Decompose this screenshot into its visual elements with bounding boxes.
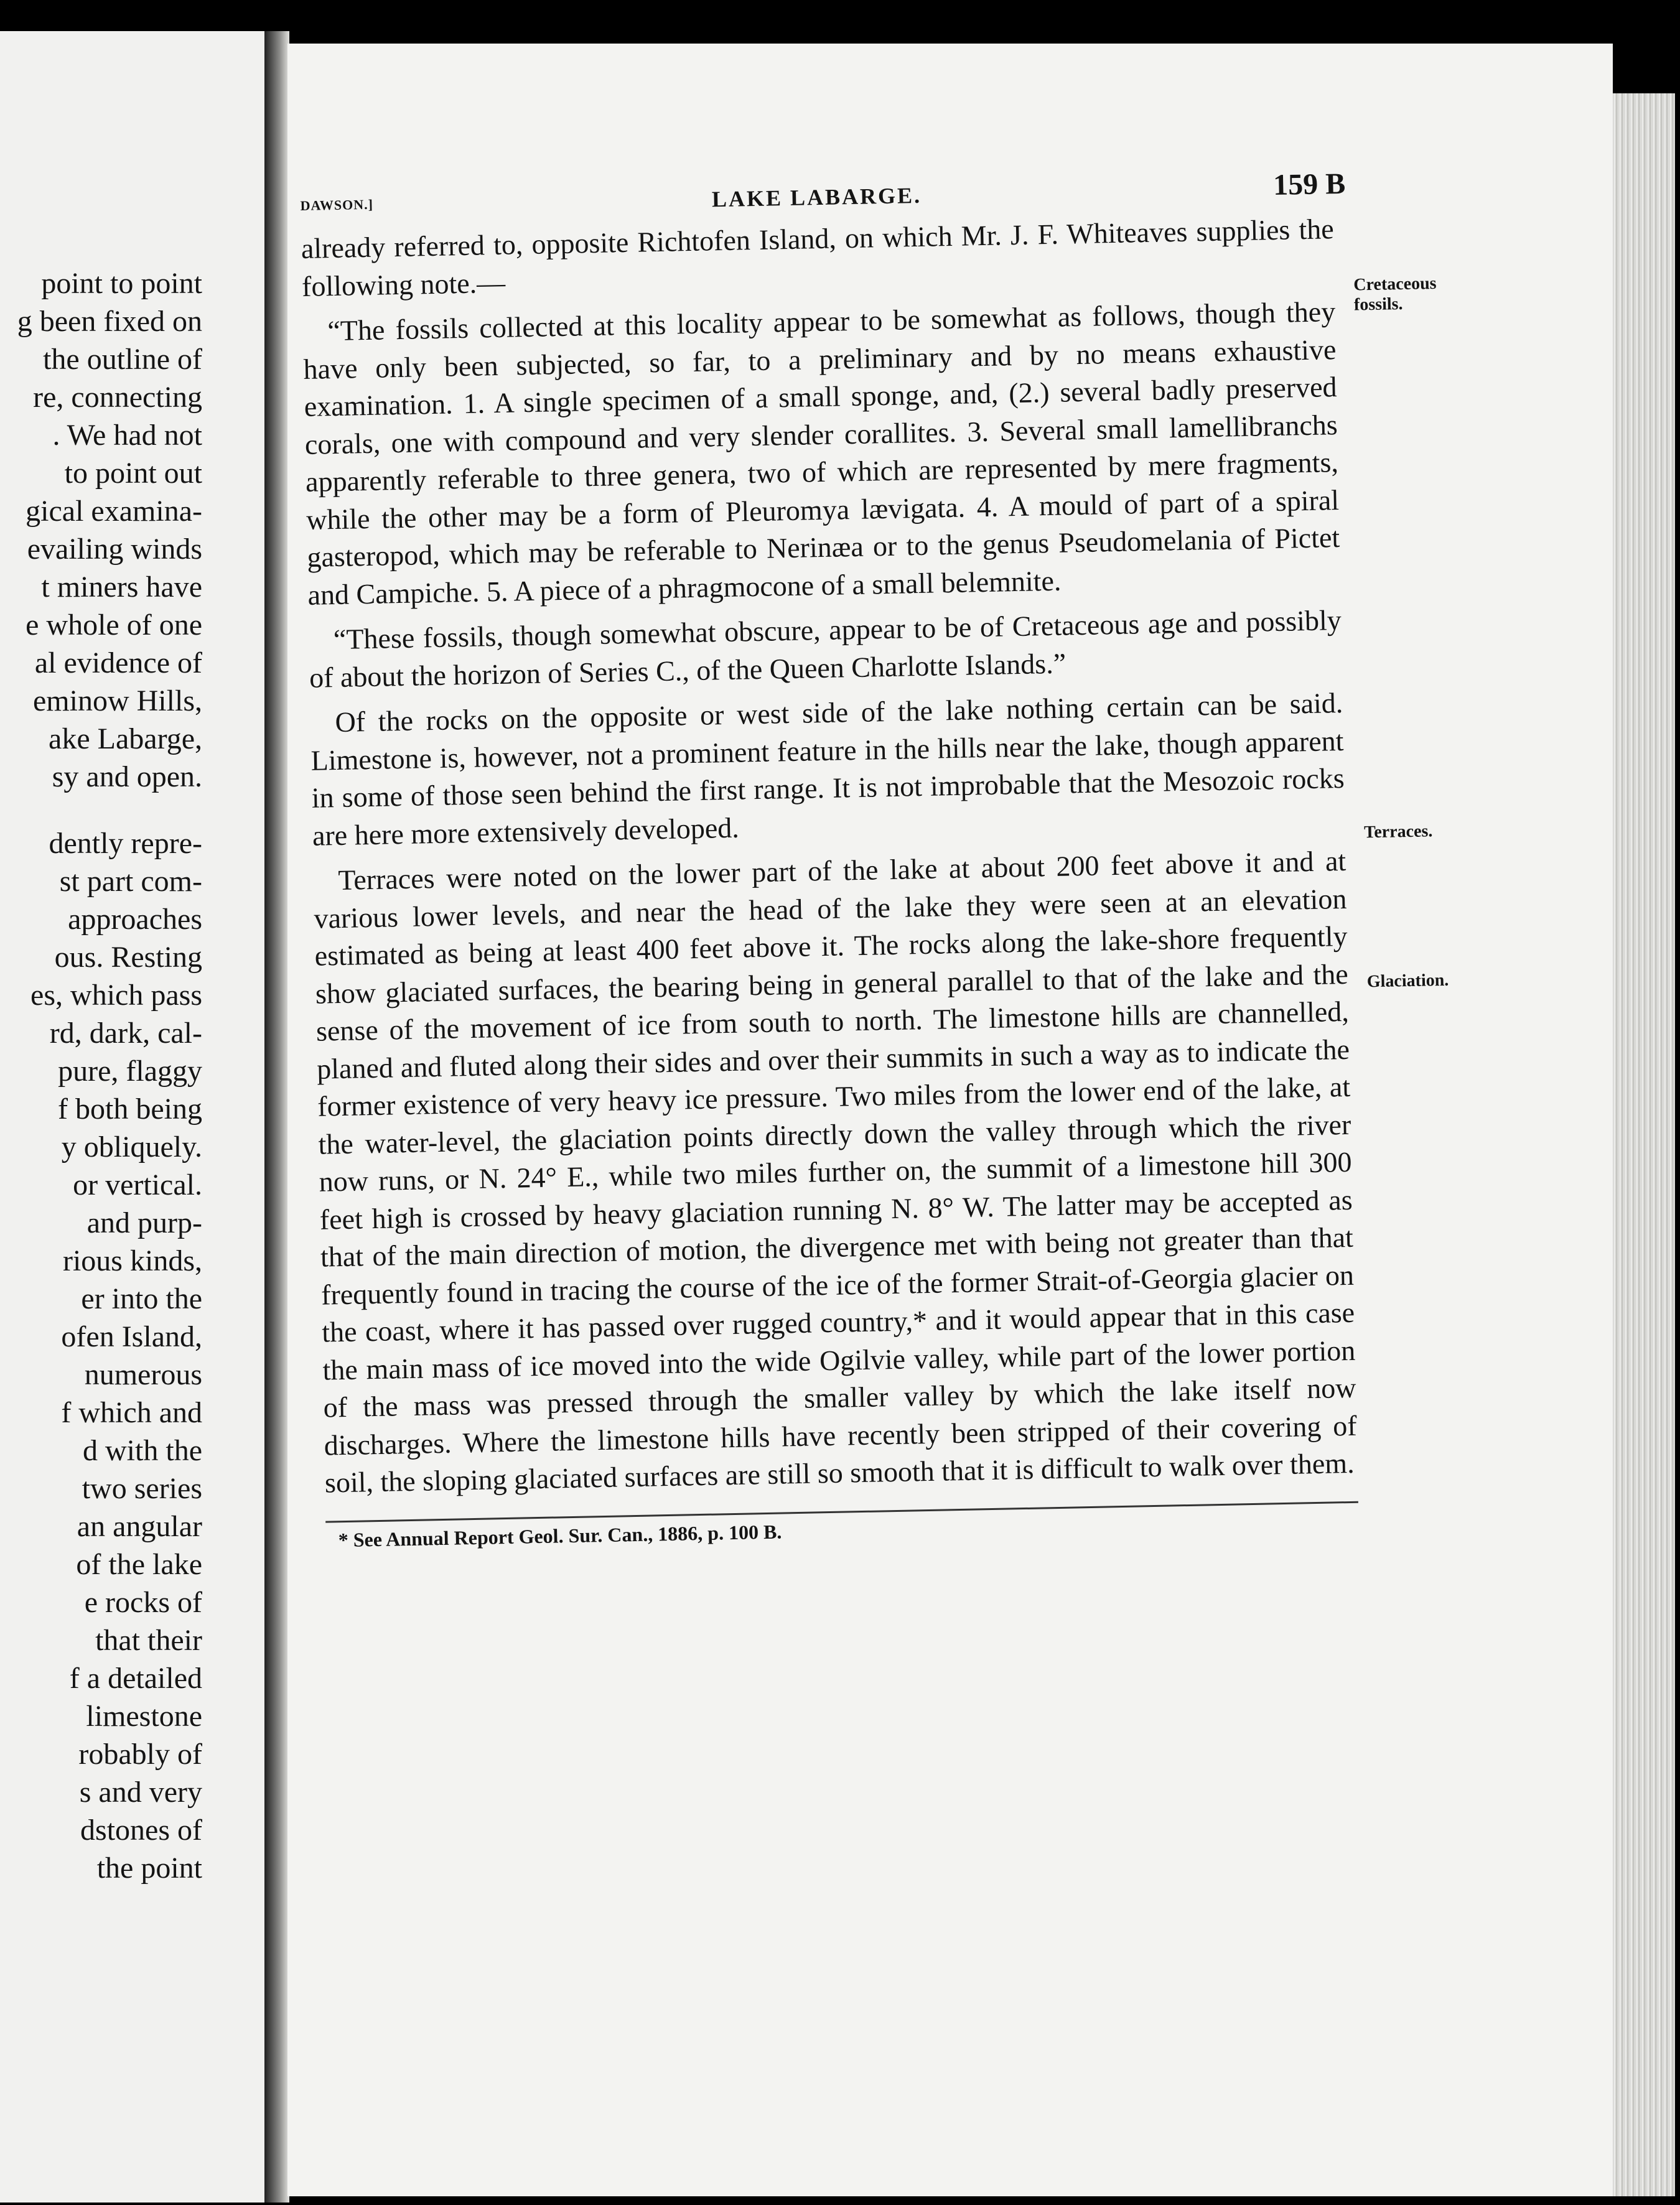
left-page-line: dstones of	[80, 1814, 202, 1847]
paragraph: Of the rocks on the opposite or west side of the lake nothing certain can be said. Limestone is, however, not a prominent feature in the hills near the lake, though apparent in some of those seen behind the first range. It is not improbable that the Mesozoic rocks are here more extensively developed.	[310, 686, 1345, 852]
margin-note-line: Cretaceous	[1353, 273, 1437, 295]
body-text	[301, 210, 1358, 1502]
left-page-line: ous. Resting	[54, 941, 202, 974]
left-page-line: ake Labarge,	[49, 722, 202, 755]
left-page-line: or vertical.	[73, 1168, 202, 1201]
left-page-line: of the lake	[76, 1548, 202, 1581]
left-page-line: ofen Island,	[61, 1320, 202, 1353]
margin-note-glaciation: Glaciation.	[1366, 970, 1449, 992]
paragraph: Terraces were noted on the lower part of the lake at about 200 feet above it and at various lower levels, and near the head of the lake they were seen at an elevation estimated as being at least 400 feet above it. The rocks along the lake-shore frequently show glaciated surfaces, the bearing being in general parallel to that of the lake and the sense of the movement of ice from south to north. The limestone hills are channelled, planed and fluted along their sides and over their summits in such a way as to indicate the former existence of very heavy ice pressure. Two miles from the lower end of the lake, at the water-level, the glaciation points directly down the valley through which the river now runs, or N. 24° E., while two miles further on, the summit of a limestone hill 300 feet high is crossed by heavy glaciation running N. 8° W. The latter may be accepted as that of the main direction of motion, the divergence met with being not greater than that frequently found in tracing the course of the ice of the former Strait-of-Georgia glacier on the coast, where it has passed over rugged country,* and it would appear that in this case the main mass of ice moved into the wide Ogilvie valley, while part of the lower portion of the mass was pressed through the smaller valley by which the lake itself now discharges. Where the limestone hills have recently been stripped of their covering of soil, the sloping glaciated surfaces are still so smooth that it is difficult to walk over them.	[314, 844, 1358, 1499]
paragraph: already referred to, opposite Richtofen Island, on which Mr. J. F. Whiteaves supplies the following note.—	[301, 213, 1335, 302]
left-page-line: re, connecting	[33, 381, 202, 414]
left-page-text	[0, 264, 202, 1887]
left-page-line: the point	[96, 1852, 202, 1885]
left-page-line: an angular	[77, 1510, 202, 1543]
left-page-line: . We had not	[52, 419, 202, 452]
margin-note-cretaceous	[1353, 274, 1437, 315]
left-page-line: s and very	[79, 1776, 202, 1809]
left-page-line: approaches	[68, 903, 202, 936]
page-number: 159 B	[1272, 167, 1346, 202]
left-page-line: dently repre-	[49, 827, 202, 860]
left-page-line: e rocks of	[84, 1586, 202, 1619]
paragraph: “These fossils, though somewhat obscure, appear to be of Cretaceous age and possibly of about the horizon of Series C., of the Queen Charlotte Islands.”	[309, 604, 1342, 694]
left-page-line: eminow Hills,	[33, 684, 202, 717]
header-title: LAKE LABARGE.	[711, 182, 922, 212]
left-page-line: that their	[95, 1624, 202, 1657]
left-page-line: gical examina-	[26, 495, 202, 528]
right-page	[287, 44, 1613, 2196]
left-page-line: rd, dark, cal-	[49, 1017, 202, 1050]
left-page-line: st part com-	[59, 865, 202, 898]
left-page-line: y obliquely.	[61, 1130, 202, 1163]
left-page-line: t miners have	[41, 571, 202, 604]
left-page-line: limestone	[86, 1700, 202, 1733]
book-gutter	[264, 31, 289, 2203]
left-page-line: g been fixed on	[17, 305, 202, 338]
left-page-line: two series	[82, 1472, 202, 1505]
left-page-line: robably of	[78, 1738, 202, 1771]
book-page-edges	[1613, 93, 1675, 2196]
left-page-line: sy and open.	[52, 760, 202, 793]
left-page-line: point to point	[41, 267, 202, 300]
footnote: * See Annual Report Geol. Sur. Can., 1886, p. 100 B.	[338, 1520, 782, 1551]
paragraph: “The fossils collected at this locality appear to be somewhat as follows, though they have only been subjected, so far, to a preliminary and by no means exhaustive examination. 1. A single specimen of a small sponge, and, (2.) several badly preserved corals, one with compound and very slender corallites. 3. Several small lamellibranchs apparently referable to three genera, two of which are represented by mere fragments, while the other may be a form of Pleuromya lævigata. 4. A mould of part of a spiral gasteropod, which may be referable to Nerinæa or to the genus Pseudomelania of Pictet and Campiche. 5. A piece of a phragmocone of a small belemnite.	[303, 296, 1340, 611]
left-page-line: e whole of one	[26, 608, 202, 641]
left-page-line: to point out	[64, 457, 202, 490]
left-page-line: d with the	[83, 1434, 202, 1467]
left-page-line: numerous	[84, 1358, 202, 1391]
left-page-line: rious kinds,	[62, 1244, 202, 1277]
left-page-line: f both being	[58, 1093, 202, 1126]
left-page-line: er into the	[81, 1282, 202, 1315]
left-page-gap	[0, 796, 202, 824]
left-page-line: f which and	[61, 1396, 202, 1429]
left-page-line: pure, flaggy	[58, 1055, 202, 1088]
margin-note-terraces: Terraces.	[1363, 821, 1433, 842]
left-page-line: al evidence of	[34, 646, 202, 679]
left-page-line: the outline of	[43, 343, 202, 376]
header-author: DAWSON.]	[300, 196, 374, 213]
left-page-line: es, which pass	[30, 979, 202, 1012]
margin-note-line: fossils.	[1353, 294, 1403, 315]
page-content	[300, 167, 1449, 1552]
left-facing-page	[0, 31, 267, 2203]
left-page-line: evailing winds	[27, 533, 202, 566]
left-page-line: f a detailed	[69, 1662, 202, 1695]
left-page-line: and purp-	[86, 1206, 202, 1239]
